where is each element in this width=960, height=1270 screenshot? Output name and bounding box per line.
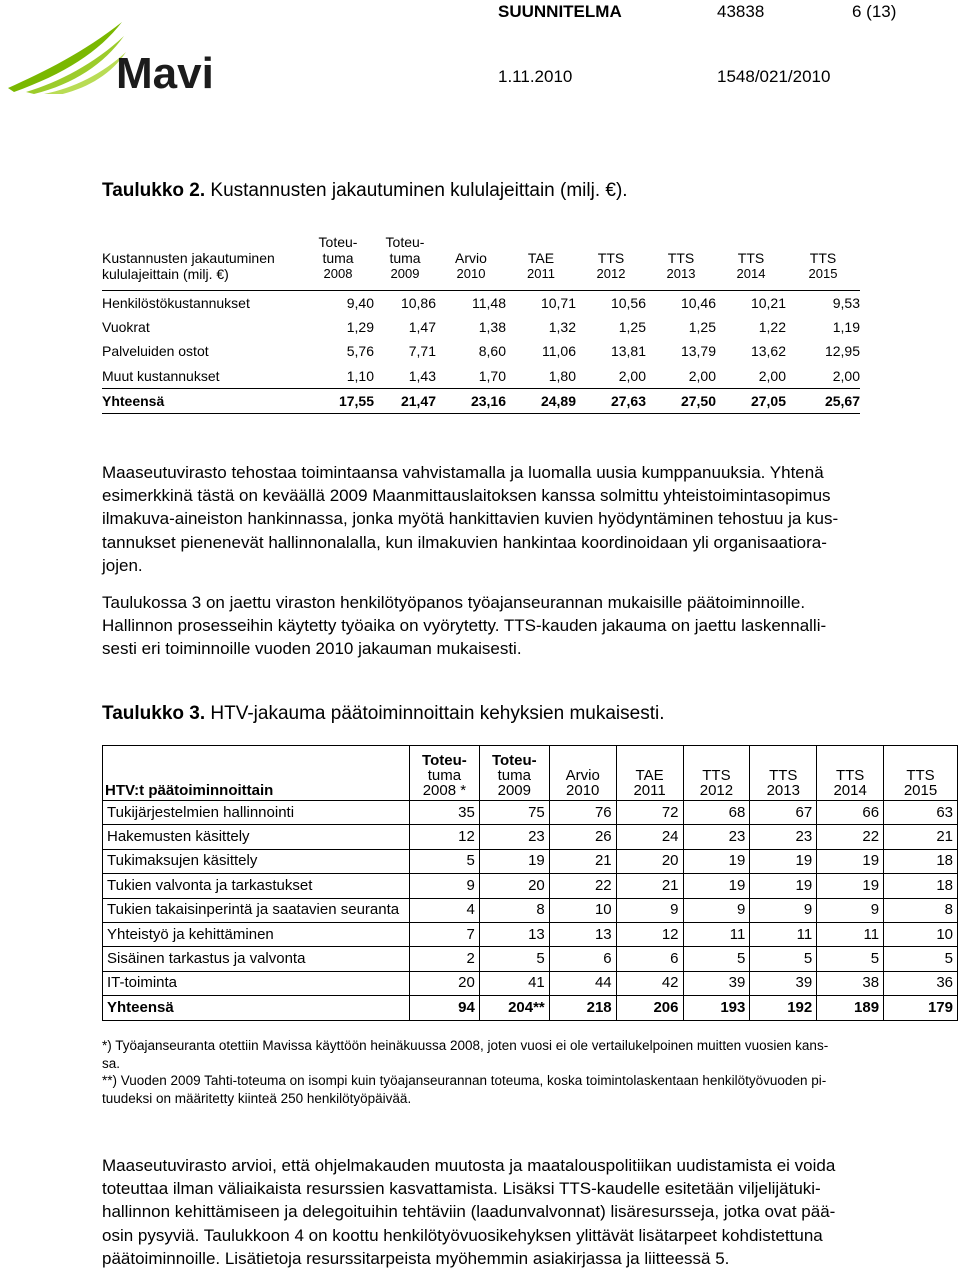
row-label: Yhteensä: [103, 996, 410, 1020]
document-number: 43838: [717, 2, 765, 21]
cell-value: 9: [683, 898, 750, 922]
cell-value: 2,00: [832, 367, 860, 384]
table3-col-header: [884, 746, 958, 801]
table2-col-header: [506, 234, 576, 291]
col-l2: Arvio: [455, 250, 487, 266]
row-label: Palveluiden ostot: [102, 343, 209, 360]
cell-value: 204**: [479, 996, 549, 1020]
table2-caption-text: Kustannusten jakautuminen kululajeittain (milj. €).: [205, 180, 628, 201]
cost-breakdown-table: [102, 234, 860, 414]
cell-value: 11: [817, 922, 884, 946]
cell-value: 5: [817, 947, 884, 971]
footnote-line: **) Vuoden 2009 Tahti-toteuma on isompi kuin työajanseurannan toteuma, koska toimintolaskentaan henkilötyövuoden pi-: [102, 1073, 827, 1088]
cell-value: 44: [549, 971, 616, 995]
paragraph-line: osin pysyviä. Taulukkoon 4 on koottu henkilötyövuosikehyksen ylittävät lisätarpeet kohdistettuna: [102, 1225, 823, 1245]
cell-value: 26: [549, 825, 616, 849]
cell-value: 27,63: [576, 388, 646, 413]
cell-value: 13: [549, 922, 616, 946]
paragraph-line: tannukset pienenevät hallinnonalalla, kun ilmakuvien hankintaa koordinoidaan yli organisaatiora-: [102, 532, 827, 552]
table-total-row: [103, 996, 958, 1020]
col-l3: 2015: [808, 266, 838, 281]
col-l2: TTS: [597, 250, 625, 266]
col-l1: Toteu-: [385, 234, 425, 250]
col-l3: 2015: [903, 782, 938, 799]
col-l2: TTS: [809, 250, 837, 266]
col-l3: 2012: [596, 266, 626, 281]
paragraph-line: hallinnon kehittämiseen ja delegoituihin tehtäviin (laadunvalvonnat) lisäresursseja, jotka ovat pää-: [102, 1202, 836, 1222]
cell-value: 72: [616, 801, 683, 825]
cell-value: 19: [750, 849, 817, 873]
cell-value: 1,70: [478, 367, 506, 384]
col-l2: TTS: [906, 767, 935, 784]
cell-value: 4: [409, 898, 479, 922]
cell-value: 9,53: [786, 291, 860, 316]
table3-col-header: [683, 746, 750, 801]
col-l3: 2009: [497, 782, 531, 799]
row-label: Yhteensä: [102, 388, 302, 413]
cell-value: 20: [616, 849, 683, 873]
table3-caption-label: Taulukko 3.: [102, 703, 206, 724]
cell-value: 21: [884, 825, 958, 849]
table3-caption: [102, 703, 665, 725]
col-l3: 2014: [736, 266, 766, 281]
cell-value: 9,40: [302, 291, 374, 316]
col-l3: 2014: [833, 782, 867, 799]
table2-header-row: [102, 234, 860, 291]
footnote-line: sa.: [102, 1055, 121, 1071]
table-row: [102, 364, 860, 389]
cell-value: 1,47: [408, 319, 436, 336]
cell-value: 9: [817, 898, 884, 922]
table-row: [103, 898, 958, 922]
logo-text: Mavi: [116, 49, 214, 94]
cell-value: 19: [479, 849, 549, 873]
col-l2: TAE: [635, 767, 664, 784]
row-label: Hakemusten käsittely: [103, 825, 410, 849]
cell-value: 19: [817, 874, 884, 898]
col-l1: Toteu-: [491, 752, 537, 769]
table-row: [103, 922, 958, 946]
cell-value: 21: [616, 874, 683, 898]
cell-value: 10,71: [506, 291, 576, 316]
cell-value: 9: [409, 874, 479, 898]
row-label: IT-toiminta: [103, 971, 410, 995]
cell-value: 218: [549, 996, 616, 1020]
cell-value: 1,10: [346, 367, 374, 384]
col-l3: 2010: [566, 782, 600, 799]
cell-value: 27,05: [716, 388, 786, 413]
table-total-row: [102, 388, 860, 413]
row-label: Muut kustannukset: [102, 367, 220, 384]
table3-footnotes: [102, 1037, 922, 1107]
cell-value: 1,25: [688, 319, 716, 336]
col-l1: Toteu-: [422, 752, 467, 769]
cell-value: 5: [750, 947, 817, 971]
cell-value: 10,86: [374, 291, 436, 316]
cell-value: 22: [817, 825, 884, 849]
cell-value: 19: [750, 874, 817, 898]
col-l3: 2011: [527, 266, 555, 281]
table2-col-header: [374, 234, 436, 291]
cell-value: 5: [409, 849, 479, 873]
paragraph-line: Hallinnon prosesseihin käytetty työaika on vyörytetty. TTS-kauden jakauma on jaettu laskennalli-: [102, 616, 827, 636]
cell-value: 1,38: [478, 319, 506, 336]
cell-value: 5: [479, 947, 549, 971]
paragraph-line: toteuttaa ilman väliaikaista resurssien kasvattamista. Lisäksi TTS-kaudelle esitetään viljelijätuki-: [102, 1179, 821, 1199]
col-l2: TTS: [667, 250, 695, 266]
cell-value: 23,16: [436, 388, 506, 413]
cell-value: 11,48: [436, 291, 506, 316]
cell-value: 27,50: [646, 388, 716, 413]
cell-value: 1,29: [346, 319, 374, 336]
col-l2: TTS: [835, 767, 865, 784]
cell-value: 206: [616, 996, 683, 1020]
table3-col-header: [549, 746, 616, 801]
cell-value: 11,06: [542, 343, 576, 360]
cell-value: 20: [409, 971, 479, 995]
table3-col-header: [479, 746, 549, 801]
col-l2: tuma: [427, 767, 462, 784]
cell-value: 5,76: [346, 343, 374, 360]
col-l2: Arvio: [565, 767, 600, 784]
cell-value: 12: [616, 922, 683, 946]
col-l2: TTS: [702, 767, 731, 784]
cell-value: 8,60: [478, 343, 506, 360]
cell-value: 7: [409, 922, 479, 946]
cell-value: 42: [616, 971, 683, 995]
cell-value: 94: [409, 996, 479, 1020]
cell-value: 12: [409, 825, 479, 849]
table2-caption-label: Taulukko 2.: [102, 180, 206, 201]
cell-value: 19: [683, 849, 750, 873]
cell-value: 76: [549, 801, 616, 825]
cell-value: 13,79: [680, 343, 716, 360]
cell-value: 10: [549, 898, 616, 922]
table-row: [102, 315, 860, 339]
cell-value: 1,22: [758, 319, 786, 336]
paragraph-line: sesti eri toiminnoille vuoden 2010 jakauman mukaisesti.: [102, 639, 522, 659]
paragraph-line: esimerkkinä tästä on keväällä 2009 Maanmittauslaitoksen kanssa solmittu yhteistoimintasopimus: [102, 486, 831, 506]
row-label: Sisäinen tarkastus ja valvonta: [103, 947, 410, 971]
htv-distribution-table: [102, 745, 958, 1021]
cell-value: 7,71: [408, 343, 436, 360]
cell-value: 1,32: [548, 319, 576, 336]
cell-value: 21: [549, 849, 616, 873]
table-row: [103, 801, 958, 825]
cell-value: 23: [683, 825, 750, 849]
col-l2: TAE: [527, 250, 555, 266]
cell-value: 2: [409, 947, 479, 971]
cell-value: 2,00: [618, 367, 646, 384]
cell-value: 1,25: [618, 319, 646, 336]
cell-value: 9: [616, 898, 683, 922]
row-label: Tukien valvonta ja tarkastukset: [103, 874, 410, 898]
cell-value: 10,21: [716, 291, 786, 316]
cell-value: 5: [884, 947, 958, 971]
table2-col-header: [302, 234, 374, 291]
cell-value: 68: [683, 801, 750, 825]
cell-value: 8: [479, 898, 549, 922]
cell-value: 10,56: [576, 291, 646, 316]
table2-col-header: [436, 234, 506, 291]
cell-value: 189: [817, 996, 884, 1020]
col-l3: 2011: [633, 782, 666, 799]
table2-col-header: [786, 234, 860, 291]
cell-value: 9: [750, 898, 817, 922]
table3-col-header: [409, 746, 479, 801]
cell-value: 8: [884, 898, 958, 922]
cell-value: 25,67: [786, 388, 860, 413]
cell-value: 66: [817, 801, 884, 825]
row-label: Tukimaksujen käsittely: [103, 849, 410, 873]
paragraph-line: ilmakuva-aineiston hankinnassa, jonka myötä hankittavien kuvien hyödyntäminen tehostuu ja kus-: [102, 509, 839, 529]
cell-value: 13,81: [610, 343, 646, 360]
col-l3: 2010: [456, 266, 486, 281]
paragraph-partnerships: [102, 461, 922, 577]
table3-corner-label: HTV:t päätoiminnoittain: [103, 746, 410, 801]
cell-value: 22: [549, 874, 616, 898]
col-l3: 2009: [390, 266, 420, 281]
row-label: Tukijärjestelmien hallinnointi: [103, 801, 410, 825]
footnote-line: tuudeksi on määritetty kiinteä 250 henkilötyöpäivää.: [102, 1090, 412, 1106]
cell-value: 2,00: [758, 367, 786, 384]
mavi-logo: [4, 12, 234, 94]
cell-value: 11: [750, 922, 817, 946]
table3-col-header: [817, 746, 884, 801]
paragraph-table3-intro: [102, 591, 922, 661]
cell-value: 6: [616, 947, 683, 971]
page-number: 6 (13): [852, 2, 897, 21]
table-row: [103, 849, 958, 873]
table-row: [102, 339, 860, 363]
paragraph-line: Taulukossa 3 on jaettu viraston henkilötyöpanos työajanseurannan mukaisille päätoiminnoille.: [102, 593, 806, 612]
cell-value: 23: [750, 825, 817, 849]
cell-value: 41: [479, 971, 549, 995]
cell-value: 17,55: [302, 388, 374, 413]
cell-value: 39: [683, 971, 750, 995]
row-label: Tukien takaisinperintä ja saatavien seuranta: [103, 898, 410, 922]
col-l2: TTS: [769, 767, 798, 784]
col-l3: 2008 *: [422, 782, 467, 799]
cell-value: 24,89: [506, 388, 576, 413]
col-l2: tuma: [497, 767, 531, 784]
cell-value: 18: [884, 849, 958, 873]
table3-col-header: [616, 746, 683, 801]
cell-value: 2,00: [688, 367, 716, 384]
cell-value: 38: [817, 971, 884, 995]
cell-value: 6: [549, 947, 616, 971]
cell-value: 36: [884, 971, 958, 995]
paragraph-resources: [102, 1154, 932, 1270]
col-l3: 2012: [699, 782, 734, 799]
table-row: [103, 825, 958, 849]
cell-value: 75: [479, 801, 549, 825]
paragraph-line: päätoiminnoille. Lisätietoja resurssitarpeista myöhemmin asiakirjassa ja liitteessä 5.: [102, 1248, 730, 1268]
table3-header-row: [103, 746, 958, 801]
cell-value: 10,46: [646, 291, 716, 316]
table-row: [103, 971, 958, 995]
cell-value: 21,47: [374, 388, 436, 413]
cell-value: 11: [683, 922, 750, 946]
col-l2: tuma: [389, 250, 421, 266]
cell-value: 19: [817, 849, 884, 873]
table2-col-header: [646, 234, 716, 291]
col-l3: 2008: [323, 266, 353, 281]
table-row: [102, 291, 860, 316]
table-row: [103, 874, 958, 898]
col-l1: Toteu-: [318, 234, 358, 250]
col-l3: 2013: [766, 782, 800, 799]
cell-value: 23: [479, 825, 549, 849]
cell-value: 1,80: [548, 367, 576, 384]
table2-caption: [102, 180, 628, 202]
cell-value: 193: [683, 996, 750, 1020]
cell-value: 192: [750, 996, 817, 1020]
paragraph-line: Maaseutuvirasto tehostaa toimintaansa vahvistamalla ja luomalla uusia kumppanuuksia. Yhtenä: [102, 463, 824, 482]
table2-col-header: [716, 234, 786, 291]
cell-value: 20: [479, 874, 549, 898]
cell-value: 67: [750, 801, 817, 825]
table3-caption-text: HTV-jakauma päätoiminnoittain kehyksien mukaisesti.: [205, 703, 665, 724]
cell-value: 1,19: [832, 319, 860, 336]
table2-corner-label: Kustannusten jakautuminen kululajeittain (milj. €): [102, 250, 275, 282]
row-label: Vuokrat: [102, 319, 150, 336]
table-row: [103, 947, 958, 971]
cell-value: 13: [479, 922, 549, 946]
col-l2: TTS: [737, 250, 765, 266]
cell-value: 10: [884, 922, 958, 946]
table2-col-header: [576, 234, 646, 291]
cell-value: 35: [409, 801, 479, 825]
cell-value: 63: [884, 801, 958, 825]
reference-number: 1548/021/2010: [717, 67, 831, 86]
paragraph-line: Maaseutuvirasto arvioi, että ohjelmakauden muutosta ja maatalouspolitiikan uudistamista ei voida: [102, 1156, 836, 1175]
row-label: Yhteistyö ja kehittäminen: [103, 922, 410, 946]
footnote-line: *) Työajanseuranta otettiin Mavissa käyttöön heinäkuussa 2008, joten vuosi ei ole vertailukelpoinen muitten vuosien kans-: [102, 1038, 829, 1053]
cell-value: 179: [884, 996, 958, 1020]
cell-value: 39: [750, 971, 817, 995]
paragraph-line: jojen.: [102, 555, 143, 575]
cell-value: 12,95: [824, 343, 860, 360]
cell-value: 13,62: [750, 343, 786, 360]
cell-value: 19: [683, 874, 750, 898]
document-type: SUUNNITELMA: [498, 2, 622, 21]
row-label: Henkilöstökustannukset: [102, 291, 302, 316]
table3-col-header: [750, 746, 817, 801]
col-l3: 2013: [666, 266, 696, 281]
cell-value: 18: [884, 874, 958, 898]
cell-value: 1,43: [408, 367, 436, 384]
document-date: 1.11.2010: [498, 67, 573, 86]
cell-value: 24: [616, 825, 683, 849]
cell-value: 5: [683, 947, 750, 971]
col-l2: tuma: [322, 250, 354, 266]
